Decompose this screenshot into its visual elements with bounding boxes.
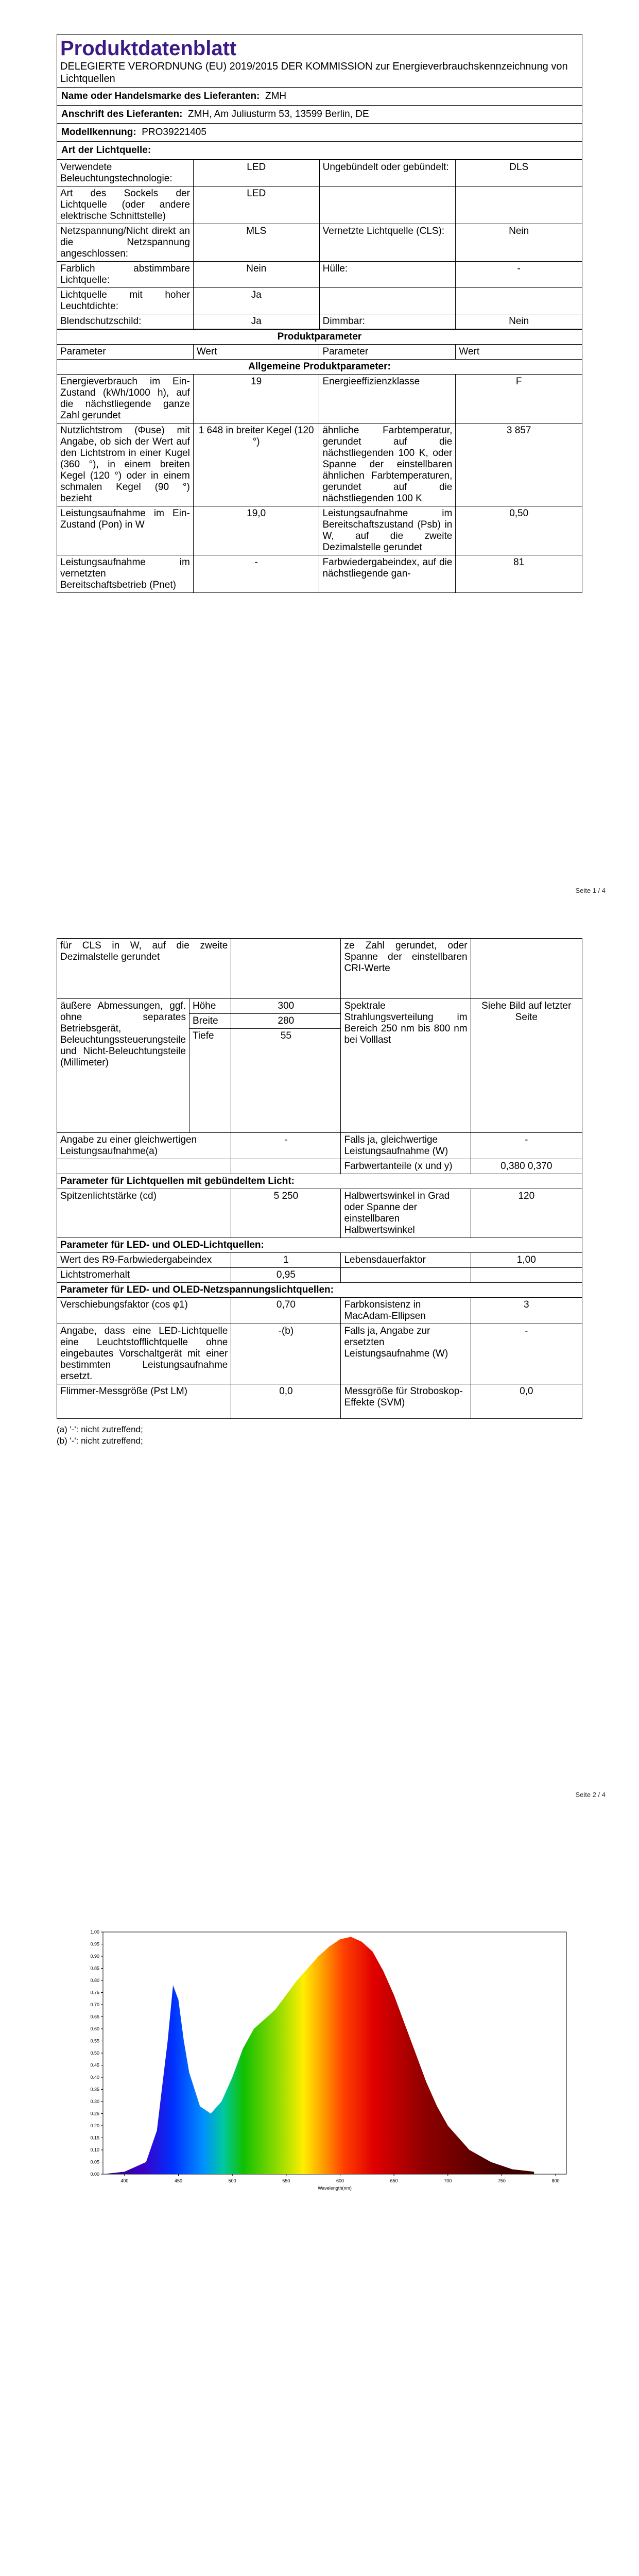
light-type-row — [57, 224, 582, 262]
y-tick-label: 0.30 — [90, 2099, 99, 2104]
equiv-power-l2: Falls ja, gleichwertige Leistungsaufnahme (W) — [341, 1133, 471, 1159]
param-v2: 0,50 — [456, 506, 582, 555]
footnote-b: (b) '-': nicht zutreffend; — [57, 1436, 143, 1446]
flicker-label: Flimmer-Messgröße (Pst LM) — [57, 1384, 231, 1419]
light-type-v1: Ja — [193, 288, 319, 314]
param-l1: Energieverbrauch im Ein-Zustand (kWh/1000 h), auf die nächstliegende ganze Zahl gerundet — [57, 375, 194, 423]
peak-intensity-label: Spitzenlichtstärke (cd) — [57, 1189, 231, 1238]
supplier-name-value: ZMH — [265, 91, 287, 101]
y-tick-label: 0.05 — [90, 2159, 99, 2165]
x-tick-label: 800 — [551, 2178, 560, 2183]
dim-depth-value: 55 — [231, 1029, 341, 1133]
light-type-v1: Nein — [193, 262, 319, 288]
light-type-row — [57, 288, 582, 314]
cos-phi-value: 0,70 — [231, 1298, 341, 1324]
supplier-address-row — [57, 106, 582, 124]
x-tick-label: 600 — [336, 2178, 344, 2183]
lifetime-label: Lebensdauerfaktor — [341, 1253, 471, 1268]
light-type-v2 — [456, 187, 582, 224]
light-type-v2: Nein — [456, 314, 582, 329]
light-type-l2: Ungebündelt oder gebündelt: — [319, 160, 456, 187]
cls-standby-label: für CLS in W, auf die zweite Dezimalstelle gerundet — [57, 939, 231, 999]
replacement-v2: - — [471, 1324, 582, 1384]
equiv-power-label: Angabe zu einer gleichwertigen Leistungsaufnahme(a) — [57, 1133, 231, 1159]
light-type-row — [57, 314, 582, 329]
light-type-row — [57, 160, 582, 187]
document-header — [57, 34, 582, 88]
x-tick-label: 400 — [120, 2178, 129, 2183]
param-l2: ähnliche Farbtemperatur, gerundet auf die nächstliegenden 100 K, oder Spanne der einstellbaren ähnlichen Farbtemperaturen, gerundet auf die nächstliegenden 100 K — [319, 423, 456, 506]
spectral-label: Spektrale Strahlungsverteilung im Bereich 250 nm bis 800 nm bei Volllast — [341, 999, 471, 1133]
y-tick-label: 0.35 — [90, 2087, 99, 2092]
supplier-address-value: ZMH, Am Juliusturm 53, 13599 Berlin, DE — [188, 109, 369, 120]
model-label: Modellkennung: — [61, 127, 136, 138]
mains-heading: Parameter für LED- und OLED-Netzspannungslichtquellen: — [57, 1283, 582, 1298]
footnote-a: (a) '-': nicht zutreffend; — [57, 1425, 143, 1434]
model-row — [57, 124, 582, 142]
col-param-2: Parameter — [319, 345, 456, 360]
dim-width-value: 280 — [231, 1014, 341, 1029]
supplier-name-label: Name oder Handelsmarke des Lieferanten: — [61, 91, 260, 101]
dimensions-label: äußere Abmessungen, ggf. ohne separates Betriebsgerät, Beleuchtungssteuerungsteile und Nicht-Beleuchtungsteile (Millimeter) — [57, 999, 189, 1133]
light-type-v2 — [456, 288, 582, 314]
y-tick-label: 0.25 — [90, 2111, 99, 2116]
half-angle-value: 120 — [471, 1189, 582, 1238]
y-tick-label: 0.75 — [90, 1990, 99, 1995]
regulation-subtitle: DELEGIERTE VERORDNUNG (EU) 2019/2015 DER KOMMISSION zur Energieverbrauchskennzeichnung von Lichtquellen — [60, 61, 568, 84]
light-type-v2: Nein — [456, 224, 582, 262]
light-type-l1: Lichtquelle mit hoher Leuchtdichte: — [57, 288, 194, 314]
light-type-table — [57, 160, 582, 329]
page-number: Seite 2 / 4 — [575, 1791, 606, 1799]
light-type-v1: Ja — [193, 314, 319, 329]
r9-value: 1 — [231, 1253, 341, 1268]
y-tick-label: 0.95 — [90, 1941, 99, 1947]
chromaticity-value: 0,380 0,370 — [471, 1159, 582, 1174]
param-v2: 81 — [456, 555, 582, 593]
y-tick-label: 0.10 — [90, 2147, 99, 2153]
param-l1: Nutzlichtstrom (Φuse) mit Angabe, ob sich der Wert auf den Lichtstrom in einer Kugel (360 °), in einem breiten Kegel (120 °) oder in einem schmalen Kegel (90 °) bezieht — [57, 423, 194, 506]
general-params-heading: Allgemeine Produktparameter: — [57, 360, 582, 375]
dim-width-name: Breite — [189, 1014, 231, 1029]
half-angle-label: Halbwertswinkel in Grad oder Spanne der einstellbaren Halbwertswinkel — [341, 1189, 471, 1238]
y-tick-label: 0.90 — [90, 1954, 99, 1959]
page-1 — [0, 0, 639, 904]
col-value-2: Wert — [456, 345, 582, 360]
light-type-v2: - — [456, 262, 582, 288]
product-params-table — [57, 329, 582, 593]
maintenance-value: 0,95 — [231, 1268, 341, 1283]
light-type-l2: Vernetzte Lichtquelle (CLS): — [319, 224, 456, 262]
chromaticity-label: Farbwertanteile (x und y) — [341, 1159, 471, 1174]
replacement-l2: Falls ja, Angabe zur ersetzten Leistungsaufnahme (W) — [341, 1324, 471, 1384]
light-type-l1: Blendschutzschild: — [57, 314, 194, 329]
param-l1: Leistungsaufnahme im vernetzten Bereitschaftsbetrieb (Pnet) — [57, 555, 194, 593]
y-tick-label: 0.65 — [90, 2014, 99, 2020]
param-v2: 3 857 — [456, 423, 582, 506]
y-tick-label: 0.70 — [90, 2002, 99, 2007]
x-tick-label: 500 — [228, 2178, 236, 2183]
light-type-l2 — [319, 288, 456, 314]
param-row — [57, 375, 582, 423]
y-tick-label: 0.45 — [90, 2062, 99, 2068]
param-l1: Leistungsaufnahme im Ein-Zustand (Pon) in W — [57, 506, 194, 555]
light-type-v1: LED — [193, 160, 319, 187]
maintenance-label: Lichtstromerhalt — [57, 1268, 231, 1283]
x-tick-label: 750 — [497, 2178, 506, 2183]
page-number: Seite 1 / 4 — [575, 887, 606, 894]
dim-depth-name: Tiefe — [189, 1029, 231, 1133]
param-v1: 19 — [193, 375, 319, 423]
y-tick-label: 0.00 — [90, 2172, 99, 2177]
cri-range-label: ze Zahl gerundet, oder Spanne der einstellbaren CRI-Werte — [341, 939, 471, 999]
led-heading: Parameter für LED- und OLED-Lichtquellen: — [57, 1238, 582, 1253]
page-title: Produktdatenblatt — [60, 37, 237, 60]
light-type-row — [57, 187, 582, 224]
replacement-label: Angabe, dass eine LED-Lichtquelle eine Leuchtstofflichtquelle ohne eingebautes Vorschaltgerät mit einer bestimmten Leistungsaufnahme ersetzt. — [57, 1324, 231, 1384]
supplier-name-row — [57, 88, 582, 106]
page-3 — [0, 1808, 639, 2576]
supplier-address-label: Anschrift des Lieferanten: — [61, 109, 183, 120]
param-v1: 19,0 — [193, 506, 319, 555]
x-tick-label: 700 — [444, 2178, 452, 2183]
param-row — [57, 555, 582, 593]
param-v1: 1 648 in breiter Kegel (120 °) — [193, 423, 319, 506]
y-tick-label: 0.50 — [90, 2050, 99, 2056]
light-type-v1: MLS — [193, 224, 319, 262]
equiv-power-value: - — [231, 1133, 341, 1159]
y-tick-label: 0.85 — [90, 1965, 99, 1971]
dim-height-value: 300 — [231, 999, 341, 1014]
param-l2: Farbwiedergabeindex, auf die nächstliegende gan- — [319, 555, 456, 593]
param-row — [57, 506, 582, 555]
y-tick-label: 0.80 — [90, 1978, 99, 1983]
param-l2: Energieeffizienzklasse — [319, 375, 456, 423]
param-l2: Leistungsaufnahme im Bereitschaftszustand (Psb) in W, auf die zweite Dezimalstelle gerundet — [319, 506, 456, 555]
peak-intensity-value: 5 250 — [231, 1189, 341, 1238]
cos-phi-label: Verschiebungsfaktor (cos φ1) — [57, 1298, 231, 1324]
light-type-l2: Hülle: — [319, 262, 456, 288]
spectral-value: Siehe Bild auf letzter Seite — [471, 999, 582, 1133]
light-type-l2: Dimmbar: — [319, 314, 456, 329]
r9-label: Wert des R9-Farbwiedergabeindex — [57, 1253, 231, 1268]
y-tick-label: 0.55 — [90, 2038, 99, 2044]
product-params-heading: Produktparameter — [57, 330, 582, 345]
y-tick-label: 1.00 — [90, 1929, 99, 1935]
col-param-1: Parameter — [57, 345, 194, 360]
y-tick-label: 0.40 — [90, 2075, 99, 2080]
replacement-value: -(b) — [231, 1324, 341, 1384]
param-v2: F — [456, 375, 582, 423]
x-tick-label: 550 — [282, 2178, 290, 2183]
page-2 — [0, 904, 639, 1808]
light-type-l1: Art des Sockels der Lichtquelle (oder andere elektrische Schnittstelle) — [57, 187, 194, 224]
light-type-l1: Farblich abstimmbare Lichtquelle: — [57, 262, 194, 288]
y-tick-label: 0.20 — [90, 2123, 99, 2128]
light-type-l1: Netzspannung/Nicht direkt an die Netzspannung angeschlossen: — [57, 224, 194, 262]
stroboscopic-value: 0,0 — [471, 1384, 582, 1419]
y-tick-label: 0.15 — [90, 2135, 99, 2141]
light-type-heading: Art der Lichtquelle: — [57, 142, 582, 160]
flicker-value: 0,0 — [231, 1384, 341, 1419]
dim-height-name: Höhe — [189, 999, 231, 1014]
light-type-row — [57, 262, 582, 288]
x-axis-label: Wavelength(nm) — [318, 2185, 352, 2191]
light-type-v2: DLS — [456, 160, 582, 187]
col-value-1: Wert — [193, 345, 319, 360]
light-type-v1: LED — [193, 187, 319, 224]
param-v1: - — [193, 555, 319, 593]
light-type-l2 — [319, 187, 456, 224]
model-value: PRO39221405 — [142, 127, 206, 138]
x-tick-label: 650 — [390, 2178, 398, 2183]
equiv-power-v2: - — [471, 1133, 582, 1159]
y-tick-label: 0.60 — [90, 2026, 99, 2031]
bundled-heading: Parameter für Lichtquellen mit gebündeltem Licht: — [57, 1174, 582, 1189]
light-type-l1: Verwendete Beleuchtungstechnologie: — [57, 160, 194, 187]
color-consistency-label: Farbkonsistenz in MacAdam-Ellipsen — [341, 1298, 471, 1324]
params-continued-table — [57, 938, 582, 1419]
lifetime-value: 1,00 — [471, 1253, 582, 1268]
spectral-chart — [67, 1922, 582, 2200]
param-row — [57, 423, 582, 506]
x-tick-label: 450 — [174, 2178, 183, 2183]
color-consistency-value: 3 — [471, 1298, 582, 1324]
stroboscopic-label: Messgröße für Stroboskop-Effekte (SVM) — [341, 1384, 471, 1419]
